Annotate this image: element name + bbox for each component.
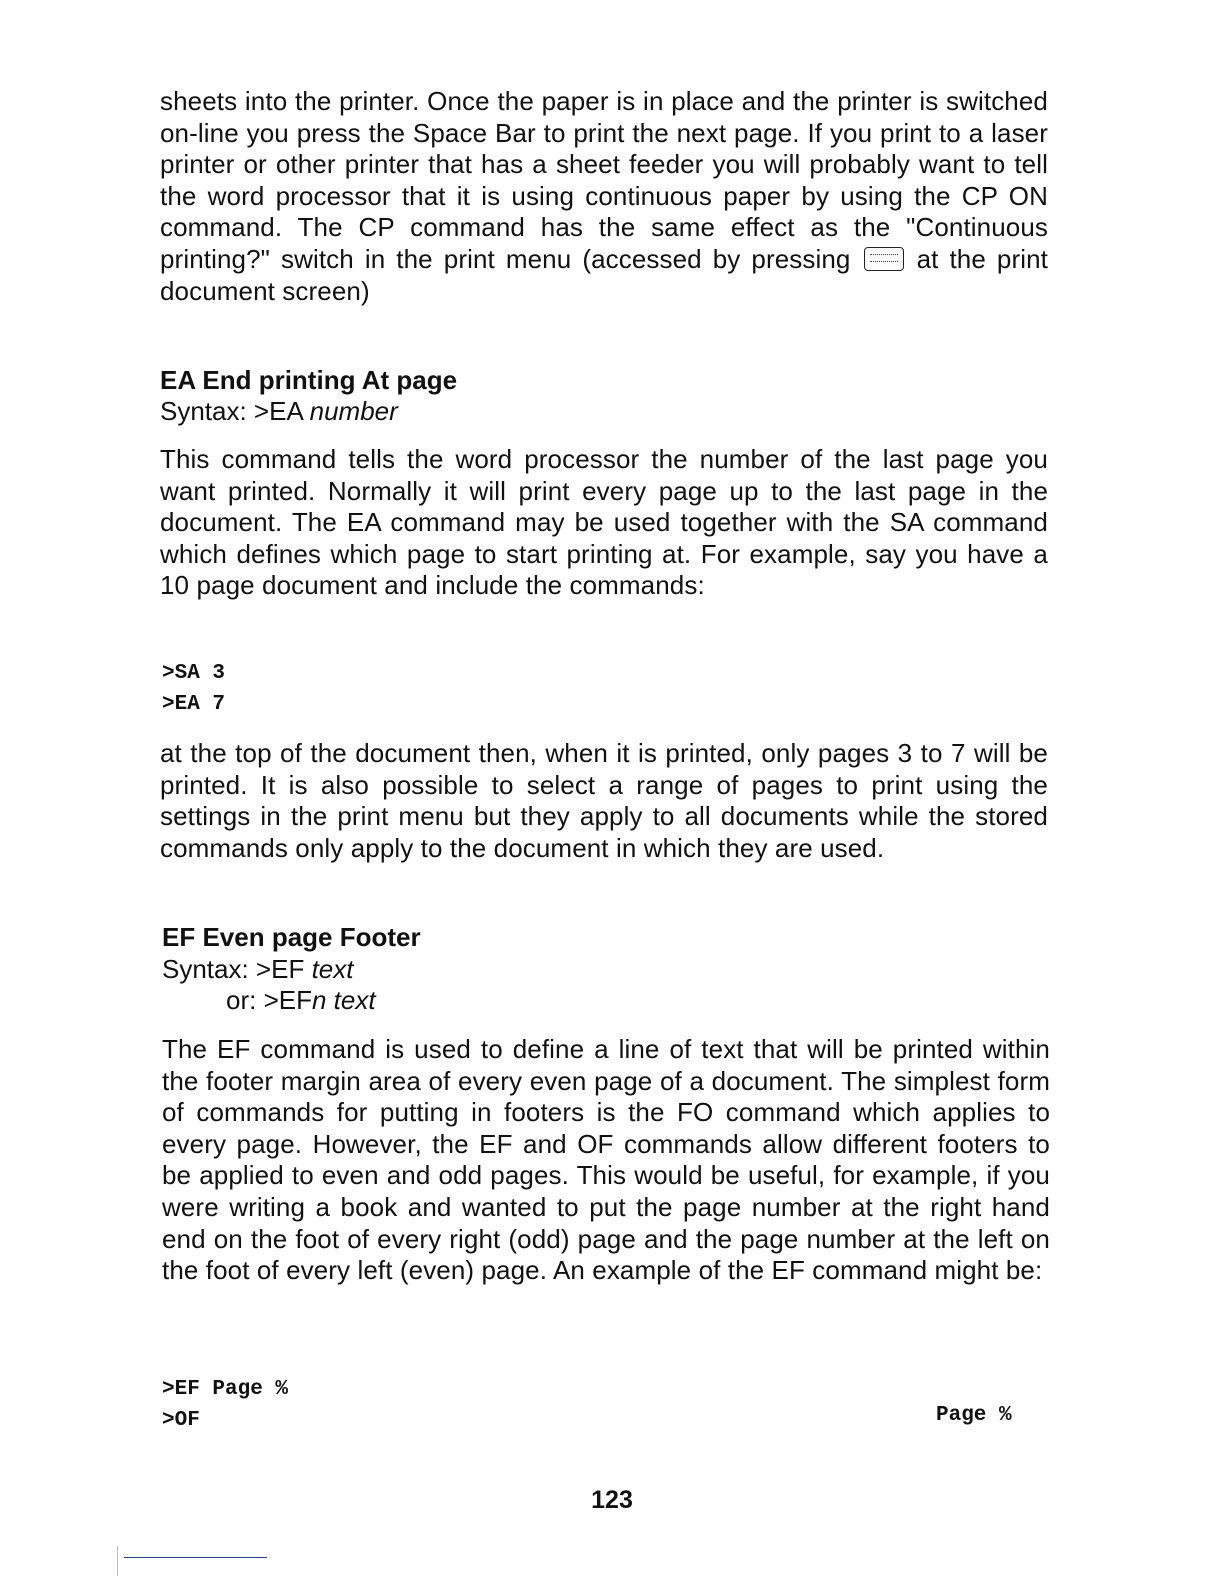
syntax-prefix: Syntax: >EF bbox=[162, 954, 305, 984]
syntax-prefix: Syntax: >EA bbox=[160, 396, 303, 426]
ea-followup-paragraph: at the top of the document then, when it is printed, only pages 3 to 7 will be printed. It is also possible to select a range of pages to print using the settings in the print menu but they apply to all documents while the stored commands only apply to the document in which they are used. bbox=[160, 738, 1048, 863]
syntax-line-ef bbox=[162, 954, 354, 986]
code-line: >EF Page % bbox=[162, 1378, 289, 1401]
section-heading-ea: EA End printing At page bbox=[160, 365, 458, 395]
page-number: 123 bbox=[591, 1486, 633, 1514]
scan-artifact-tick bbox=[117, 1546, 118, 1576]
ef-code-block bbox=[162, 1374, 288, 1436]
code-line: >OF bbox=[162, 1409, 200, 1432]
control-menu-key-icon bbox=[864, 247, 904, 271]
ea-description-paragraph: This command tells the word processor the number of the last page you want printed. Normally it will print every page up to the last page in the document. The EA command may be used together with the SA command which defines which page to start printing at. For example, say you have a 10 page document and include the commands: bbox=[160, 444, 1048, 601]
syntax-argument: text bbox=[311, 954, 354, 984]
section-heading-ef: EF Even page Footer bbox=[162, 922, 421, 952]
footer-right-example: Page % bbox=[936, 1404, 1012, 1427]
code-line: >EA 7 bbox=[162, 693, 226, 716]
syntax-line-ef-alt bbox=[160, 985, 376, 1017]
ea-code-block bbox=[162, 658, 225, 720]
syntax-line-ea bbox=[160, 396, 398, 428]
continuation-text: sheets into the printer. Once the paper is in place and the printer is switched on-line you press the Space Bar to print the next page. If you print to a laser printer or other printer that has a sheet feeder you will probably want to tell the word processor that it is using continuous paper by using the CP ON command. The CP command has the same effect as the "Continuous printing?" switch in the print menu (accessed by pressing bbox=[160, 86, 1048, 274]
continuation-paragraph bbox=[160, 86, 1048, 307]
code-line: >SA 3 bbox=[162, 662, 226, 685]
syntax-argument: number bbox=[309, 396, 398, 426]
ef-description-paragraph: The EF command is used to define a line of text that will be printed within the footer margin area of every even page of a document. The simplest form of commands for putting in footers is the FO command which applies to every page. However, the EF and OF commands allow different footers to be applied to even and odd pages. This would be useful, for example, if you were writing a book and wanted to put the page number at the right hand end on the foot of every right (odd) page and the page number at the left on the foot of every left (even) page. An example of the EF command might be: bbox=[162, 1034, 1050, 1286]
syntax-alt-prefix: or: >EF bbox=[226, 985, 312, 1015]
syntax-alt-argument: n text bbox=[311, 985, 376, 1015]
continuation-text-end: at the print document screen) bbox=[160, 243, 1049, 306]
document-page bbox=[160, 84, 1048, 1524]
scan-artifact-line bbox=[124, 1557, 267, 1558]
